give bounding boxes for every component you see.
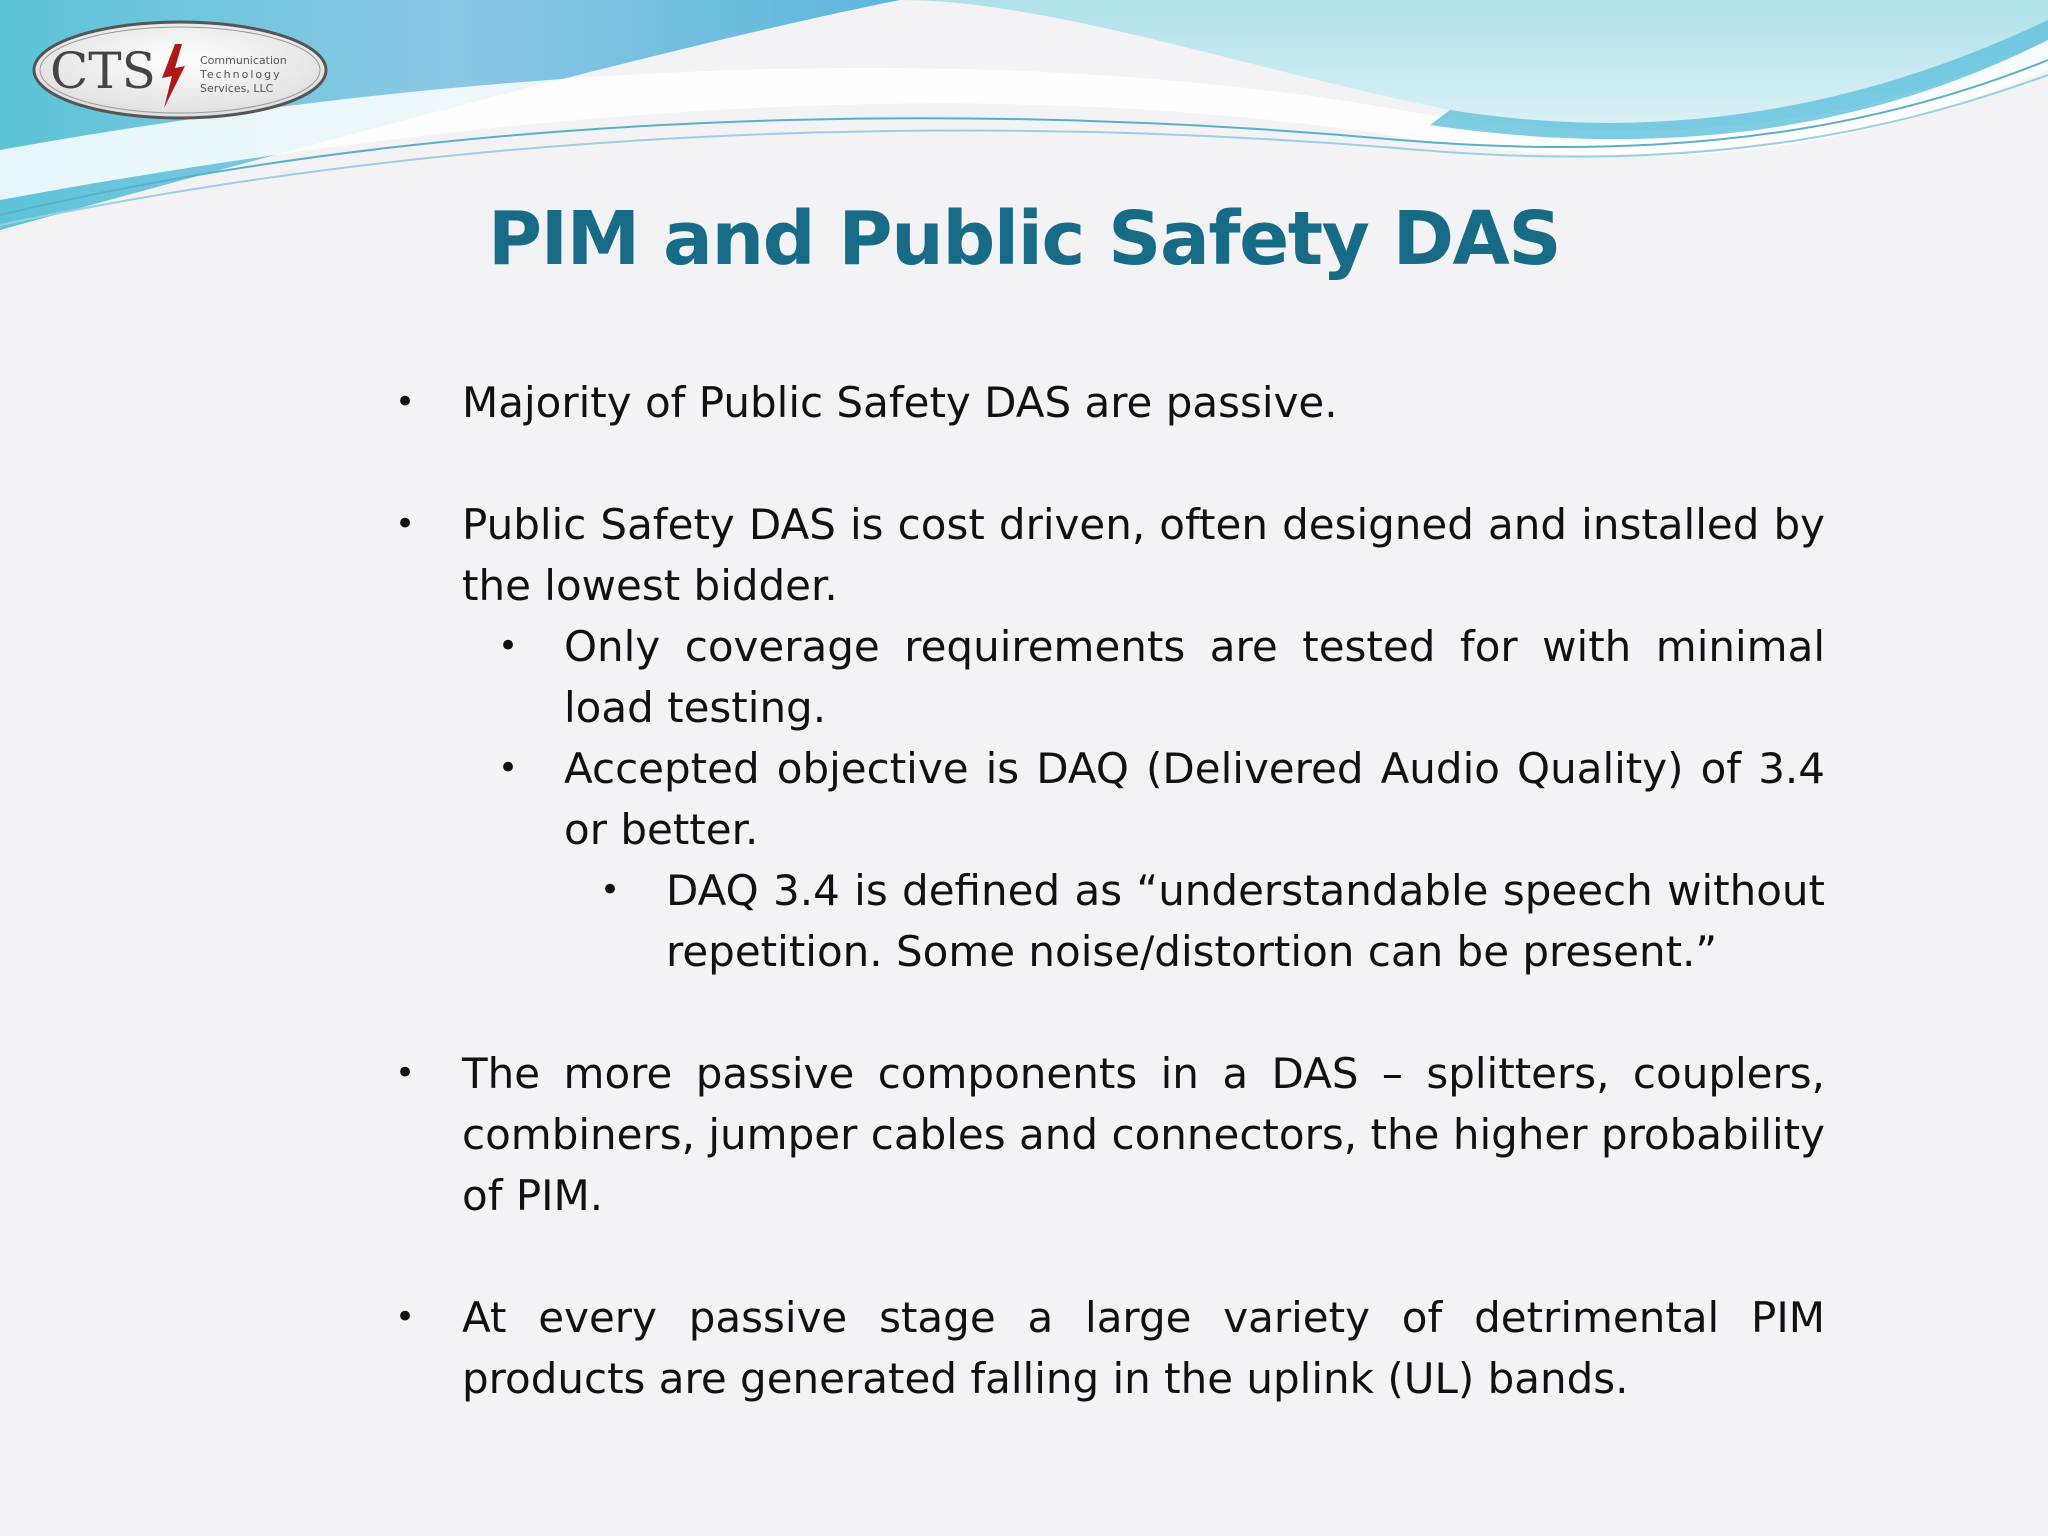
bullet-item (395, 372, 1825, 433)
bullet-item (395, 1043, 1825, 1226)
sub-sub-bullet-item (395, 860, 1825, 982)
bullet-text: At every passive stage a large variety of detrimental PIM products are generated falling in the uplink (UL) bands. (462, 1293, 1825, 1403)
bullet-text: Majority of Public Safety DAS are passive. (462, 378, 1338, 427)
slide-title: PIM and Public Safety DAS (487, 196, 1561, 282)
bullet-text: Public Safety DAS is cost driven, often designed and installed by the lowest bidder. (462, 500, 1825, 610)
bullet-item (395, 1287, 1825, 1409)
bullet-list (395, 372, 1825, 1409)
svg-text:CTS: CTS (50, 42, 156, 100)
bullet-text: Only coverage requirements are tested for with minimal load testing. (564, 622, 1825, 732)
bullet-symbol: • (600, 870, 621, 910)
bullet-text: DAQ 3.4 is defined as “understandable speech without repetition. Some noise/distortion can be present.” (666, 866, 1825, 976)
svg-text:Technology: Technology (200, 68, 282, 81)
svg-text:Communication: Communication (200, 54, 287, 67)
bullet-text: Accepted objective is DAQ (Delivered Audio Quality) of 3.4 or better. (564, 744, 1825, 854)
bullet-symbol: • (395, 1053, 416, 1093)
bullet-symbol: • (498, 626, 519, 666)
sub-bullet-item (395, 738, 1825, 860)
bullet-symbol: • (395, 382, 416, 422)
company-logo (30, 18, 330, 122)
bullet-symbol: • (498, 748, 519, 788)
sub-bullet-item (395, 616, 1825, 738)
bullet-symbol: • (395, 504, 416, 544)
bullet-symbol: • (395, 1297, 416, 1337)
bullet-item (395, 494, 1825, 616)
bullet-text: The more passive components in a DAS – splitters, couplers, combiners, jumper cables and connectors, the higher probability of PIM. (462, 1049, 1825, 1220)
svg-text:Services, LLC: Services, LLC (200, 82, 274, 95)
